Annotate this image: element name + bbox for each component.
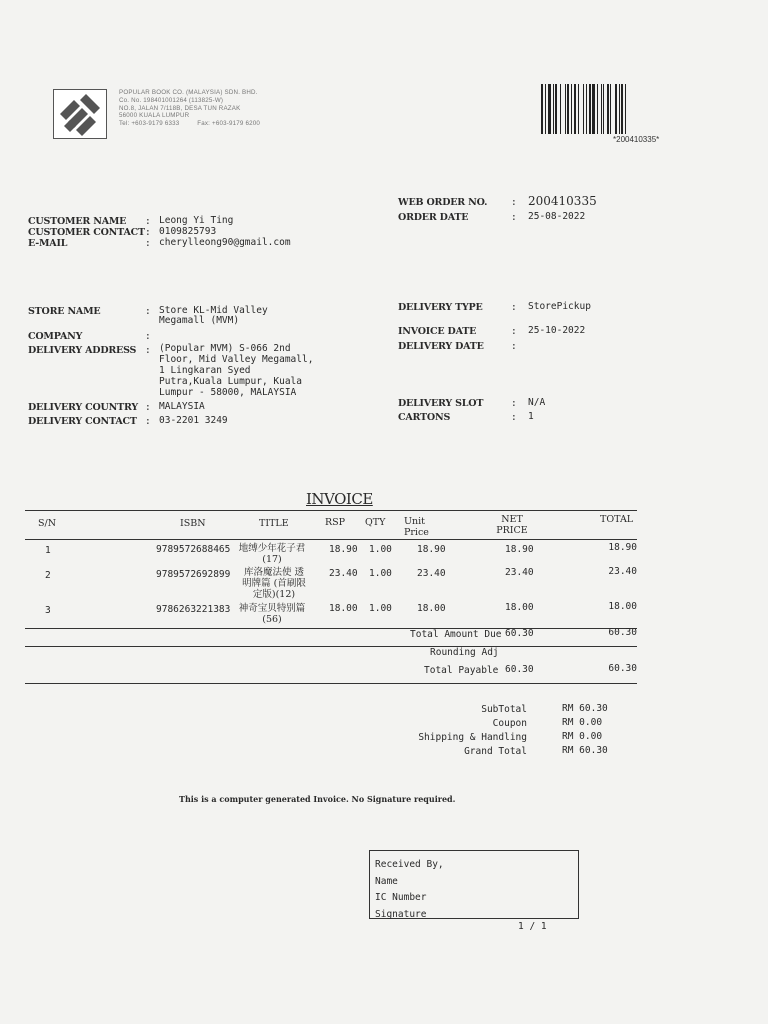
row-rsp: 18.00: [329, 603, 358, 614]
row-unit-price: 18.00: [417, 603, 446, 614]
delivery-slot-label: DELIVERY SLOT: [398, 398, 484, 409]
ic-number-label: IC Number: [375, 892, 427, 903]
customer-name-label: CUSTOMER NAME: [28, 216, 127, 227]
customer-contact-value: 0109825793: [159, 226, 217, 237]
barcode-bar: [615, 84, 617, 134]
store-name-value-2: Megamall (MVM): [159, 315, 240, 326]
payable-label: Total Payable: [424, 665, 499, 676]
barcode-bar: [545, 84, 546, 134]
barcode-bar: [567, 84, 569, 134]
subtotal-label: SubTotal: [481, 704, 527, 715]
receipt-name-label: Name: [375, 875, 398, 887]
barcode-bar: [601, 84, 602, 134]
delivery-contact-value: 03-2201 3249: [159, 415, 228, 426]
summary-values: [562, 702, 608, 758]
address-line: (Popular MVM) S-066 2nd: [159, 343, 291, 354]
barcode-bar: [597, 84, 598, 134]
email-value: cherylleong90@gmail.com: [159, 237, 291, 248]
delivery-address-value: [159, 343, 313, 398]
company-name: POPULAR BOOK CO. (MALAYSIA) SDN. BHD.: [119, 89, 258, 96]
barcode-bar: [610, 84, 611, 134]
order-date-value: 25-08-2022: [528, 211, 586, 222]
table-bottom-rule: [25, 683, 637, 684]
header-rsp: RSP: [325, 517, 346, 528]
order-date-label: ORDER DATE: [398, 212, 469, 223]
barcode-bar: [603, 84, 604, 134]
row-unit-price: 23.40: [417, 568, 446, 579]
row-qty: 1.00: [369, 603, 392, 614]
payable-total: 60.30: [608, 663, 637, 674]
address-line: 1 Lingkaran Syed: [159, 365, 251, 376]
total-due-net: 60.30: [505, 628, 534, 639]
address-line: Floor, Mid Valley Megamall,: [159, 354, 314, 365]
rounding-label: Rounding Adj: [430, 647, 499, 658]
page-number: 1 / 1: [518, 921, 547, 932]
table-top-rule: [25, 510, 637, 511]
subtotal-value: RM 60.30: [562, 703, 608, 714]
company-logo: [53, 89, 107, 139]
row-total: 18.90: [608, 542, 637, 553]
barcode-text: *200410335*: [613, 135, 660, 144]
row-unit-price: 18.90: [417, 544, 446, 555]
barcode-bar: [574, 84, 576, 134]
company-info: [119, 89, 260, 128]
invoice-title: INVOICE: [306, 490, 373, 508]
company-reg-no: Co. No. 198401001264 (113825-W): [119, 96, 224, 104]
email-label: E-MAIL: [28, 238, 68, 249]
store-name-value-1: Store KL-Mid Valley: [159, 305, 268, 316]
row-isbn: 9786263221383: [156, 604, 231, 615]
barcode-bar: [619, 84, 620, 134]
row-isbn: 9789572688465: [156, 544, 231, 555]
row-net-price: 18.90: [505, 544, 534, 555]
invoice-date-value: 25-10-2022: [528, 325, 586, 336]
row-title: 库洛魔法使 透 明牌篇 (首刷限 定版)(12): [242, 567, 306, 600]
delivery-type-label: DELIVERY TYPE: [398, 302, 483, 313]
barcode-bar: [555, 84, 557, 134]
barcode-bar: [565, 84, 566, 134]
delivery-contact-label: DELIVERY CONTACT: [28, 416, 137, 427]
receipt-box: [369, 850, 579, 919]
header-title: TITLE: [259, 518, 289, 529]
barcode-bar: [560, 84, 561, 134]
row-total: 18.00: [608, 601, 637, 612]
row-net-price: 18.00: [505, 602, 534, 613]
company-address-2: 56000 KUALA LUMPUR: [119, 112, 190, 120]
barcode-bar: [625, 84, 626, 134]
barcode-bar: [589, 84, 591, 134]
row-sn: 2: [45, 570, 51, 581]
table-body-rule: [25, 628, 637, 629]
barcode-bar: [571, 84, 572, 134]
grand-total-value: RM 60.30: [562, 745, 608, 756]
company-fax: Fax: +603-9179 6200: [197, 120, 261, 128]
delivery-address-label: DELIVERY ADDRESS: [28, 345, 137, 356]
address-line: Lumpur - 58000, MALAYSIA: [159, 387, 297, 398]
shipping-value: RM 0.00: [562, 731, 603, 742]
web-order-value: 200410335: [528, 194, 597, 208]
row-sn: 3: [45, 605, 51, 616]
table-header-rule: [25, 539, 637, 540]
customer-name-value: Leong Yi Ting: [159, 215, 234, 226]
row-rsp: 18.90: [329, 544, 358, 555]
invoice-page: POPULAR BOOK CO. (MALAYSIA) SDN. BHD. Co. No. 198401001264 (113825-W) NO.8, JALAN 7/118B, DESA TUN RAZAK 56000 KUALA LUMPUR Tel: +603-9179 6333 Fax: +603-9179 6200 *200410335* WEB ORDER NO. : 200410335 ORDER DATE : 25-08-2022 CUSTOMER NAME : Leong Yi Ting CUSTOMER CONTACT : 0109825793 E-MAIL : cherylleong90@gmail.com STORE NAME : Store KL-Mid Valley Megamall (MVM) COMPANY : DELIVERY ADDRESS : (Popular MVM) S-066 2nd Floor, Mid Valley Megamall, 1 Lingkaran Syed Putra,Kuala Lumpur, Kuala Lumpur - 58000, MALAYSIA DELIVERY COUNTRY : MALAYSIA DELIVERY CONTACT : 03-2201 3249 DELIVERY TYPE : StorePickup INVOICE DATE : 25-10-2022 DELIVERY DATE : DELIVERY SLOT : N/A CARTONS : 1 INVOICE S/N ISBN TITLE RSP QTY Unit Price NET PRICE TOTAL 1 9789572688465 地缚少年花子君 (17) 18.90 1.00 18.90 18.90 18.90 2 9789572692899 库洛魔法使 透 明牌篇 (首刷限 定版)(12) 23.40 1.00 23.40 23.40 23.40 3 9786263221383 神奇宝贝特别篇 (56) 18.00 1.00 18.00 18.00 18.00 Total Amount Due 60.30 60.30 Rounding Adj Total Payable 60.30 60.30 SubTotal Coupon Shipping & Handling Grand Total RM 60.30 RM 0.00 RM 0.00 RM 60.30 This is a computer generated Invoice. No Signature required. Received By, Name IC Number Signature 1 / 1: [0, 0, 768, 1024]
cartons-label: CARTONS: [398, 412, 451, 423]
signature-label: Signature: [375, 908, 427, 920]
delivery-country-value: MALAYSIA: [159, 401, 205, 412]
total-due-label: Total Amount Due: [410, 629, 502, 640]
header-total: TOTAL: [600, 514, 634, 525]
customer-contact-label: CUSTOMER CONTACT: [28, 227, 145, 238]
cartons-value: 1: [528, 411, 534, 422]
barcode-bar: [548, 84, 551, 134]
row-total: 23.40: [608, 566, 637, 577]
row-title: 地缚少年花子君 (17): [238, 543, 306, 565]
header-qty: QTY: [365, 517, 386, 528]
row-qty: 1.00: [369, 544, 392, 555]
table-total-rule: [25, 646, 637, 647]
barcode-bar: [583, 84, 584, 134]
header-sn: S/N: [38, 518, 57, 529]
web-order-label: WEB ORDER NO.: [398, 197, 488, 208]
summary-labels: [400, 703, 527, 759]
store-name-label: STORE NAME: [28, 306, 101, 317]
barcode-bar: [578, 84, 579, 134]
total-due-total: 60.30: [608, 627, 637, 638]
barcode-bar: [541, 84, 543, 134]
address-line: Putra,Kuala Lumpur, Kuala: [159, 376, 302, 387]
barcode-bar: [553, 84, 554, 134]
header-unit-price: Unit Price: [404, 516, 429, 538]
barcode-bar: [621, 84, 623, 134]
header-net-price: NET PRICE: [496, 514, 528, 536]
coupon-label: Coupon: [492, 718, 527, 729]
payable-net: 60.30: [505, 664, 534, 675]
delivery-date-label: DELIVERY DATE: [398, 341, 484, 352]
company-label: COMPANY: [28, 331, 83, 342]
grand-total-label: Grand Total: [464, 746, 527, 757]
row-title: 神奇宝贝特别篇 (56): [238, 603, 306, 625]
company-address-1: NO.8, JALAN 7/118B, DESA TUN RAZAK: [119, 104, 241, 112]
company-tel: Tel: +603-9179 6333: [119, 120, 180, 128]
row-qty: 1.00: [369, 568, 392, 579]
barcode-bar: [586, 84, 587, 134]
row-net-price: 23.40: [505, 567, 534, 578]
row-isbn: 9789572692899: [156, 569, 231, 580]
barcode-bar: [607, 84, 609, 134]
coupon-value: RM 0.00: [562, 717, 603, 728]
row-sn: 1: [45, 545, 51, 556]
barcode-bar: [592, 84, 595, 134]
delivery-type-value: StorePickup: [528, 301, 591, 312]
delivery-country-label: DELIVERY COUNTRY: [28, 402, 138, 413]
delivery-slot-value: N/A: [528, 397, 546, 408]
received-by-label: Received By,: [375, 859, 444, 870]
row-rsp: 23.40: [329, 568, 358, 579]
shipping-label: Shipping & Handling: [418, 732, 527, 743]
footer-note: This is a computer generated Invoice. No Signature required.: [179, 794, 456, 804]
invoice-date-label: INVOICE DATE: [398, 326, 477, 337]
barcode: [541, 84, 665, 134]
header-isbn: ISBN: [180, 518, 206, 529]
